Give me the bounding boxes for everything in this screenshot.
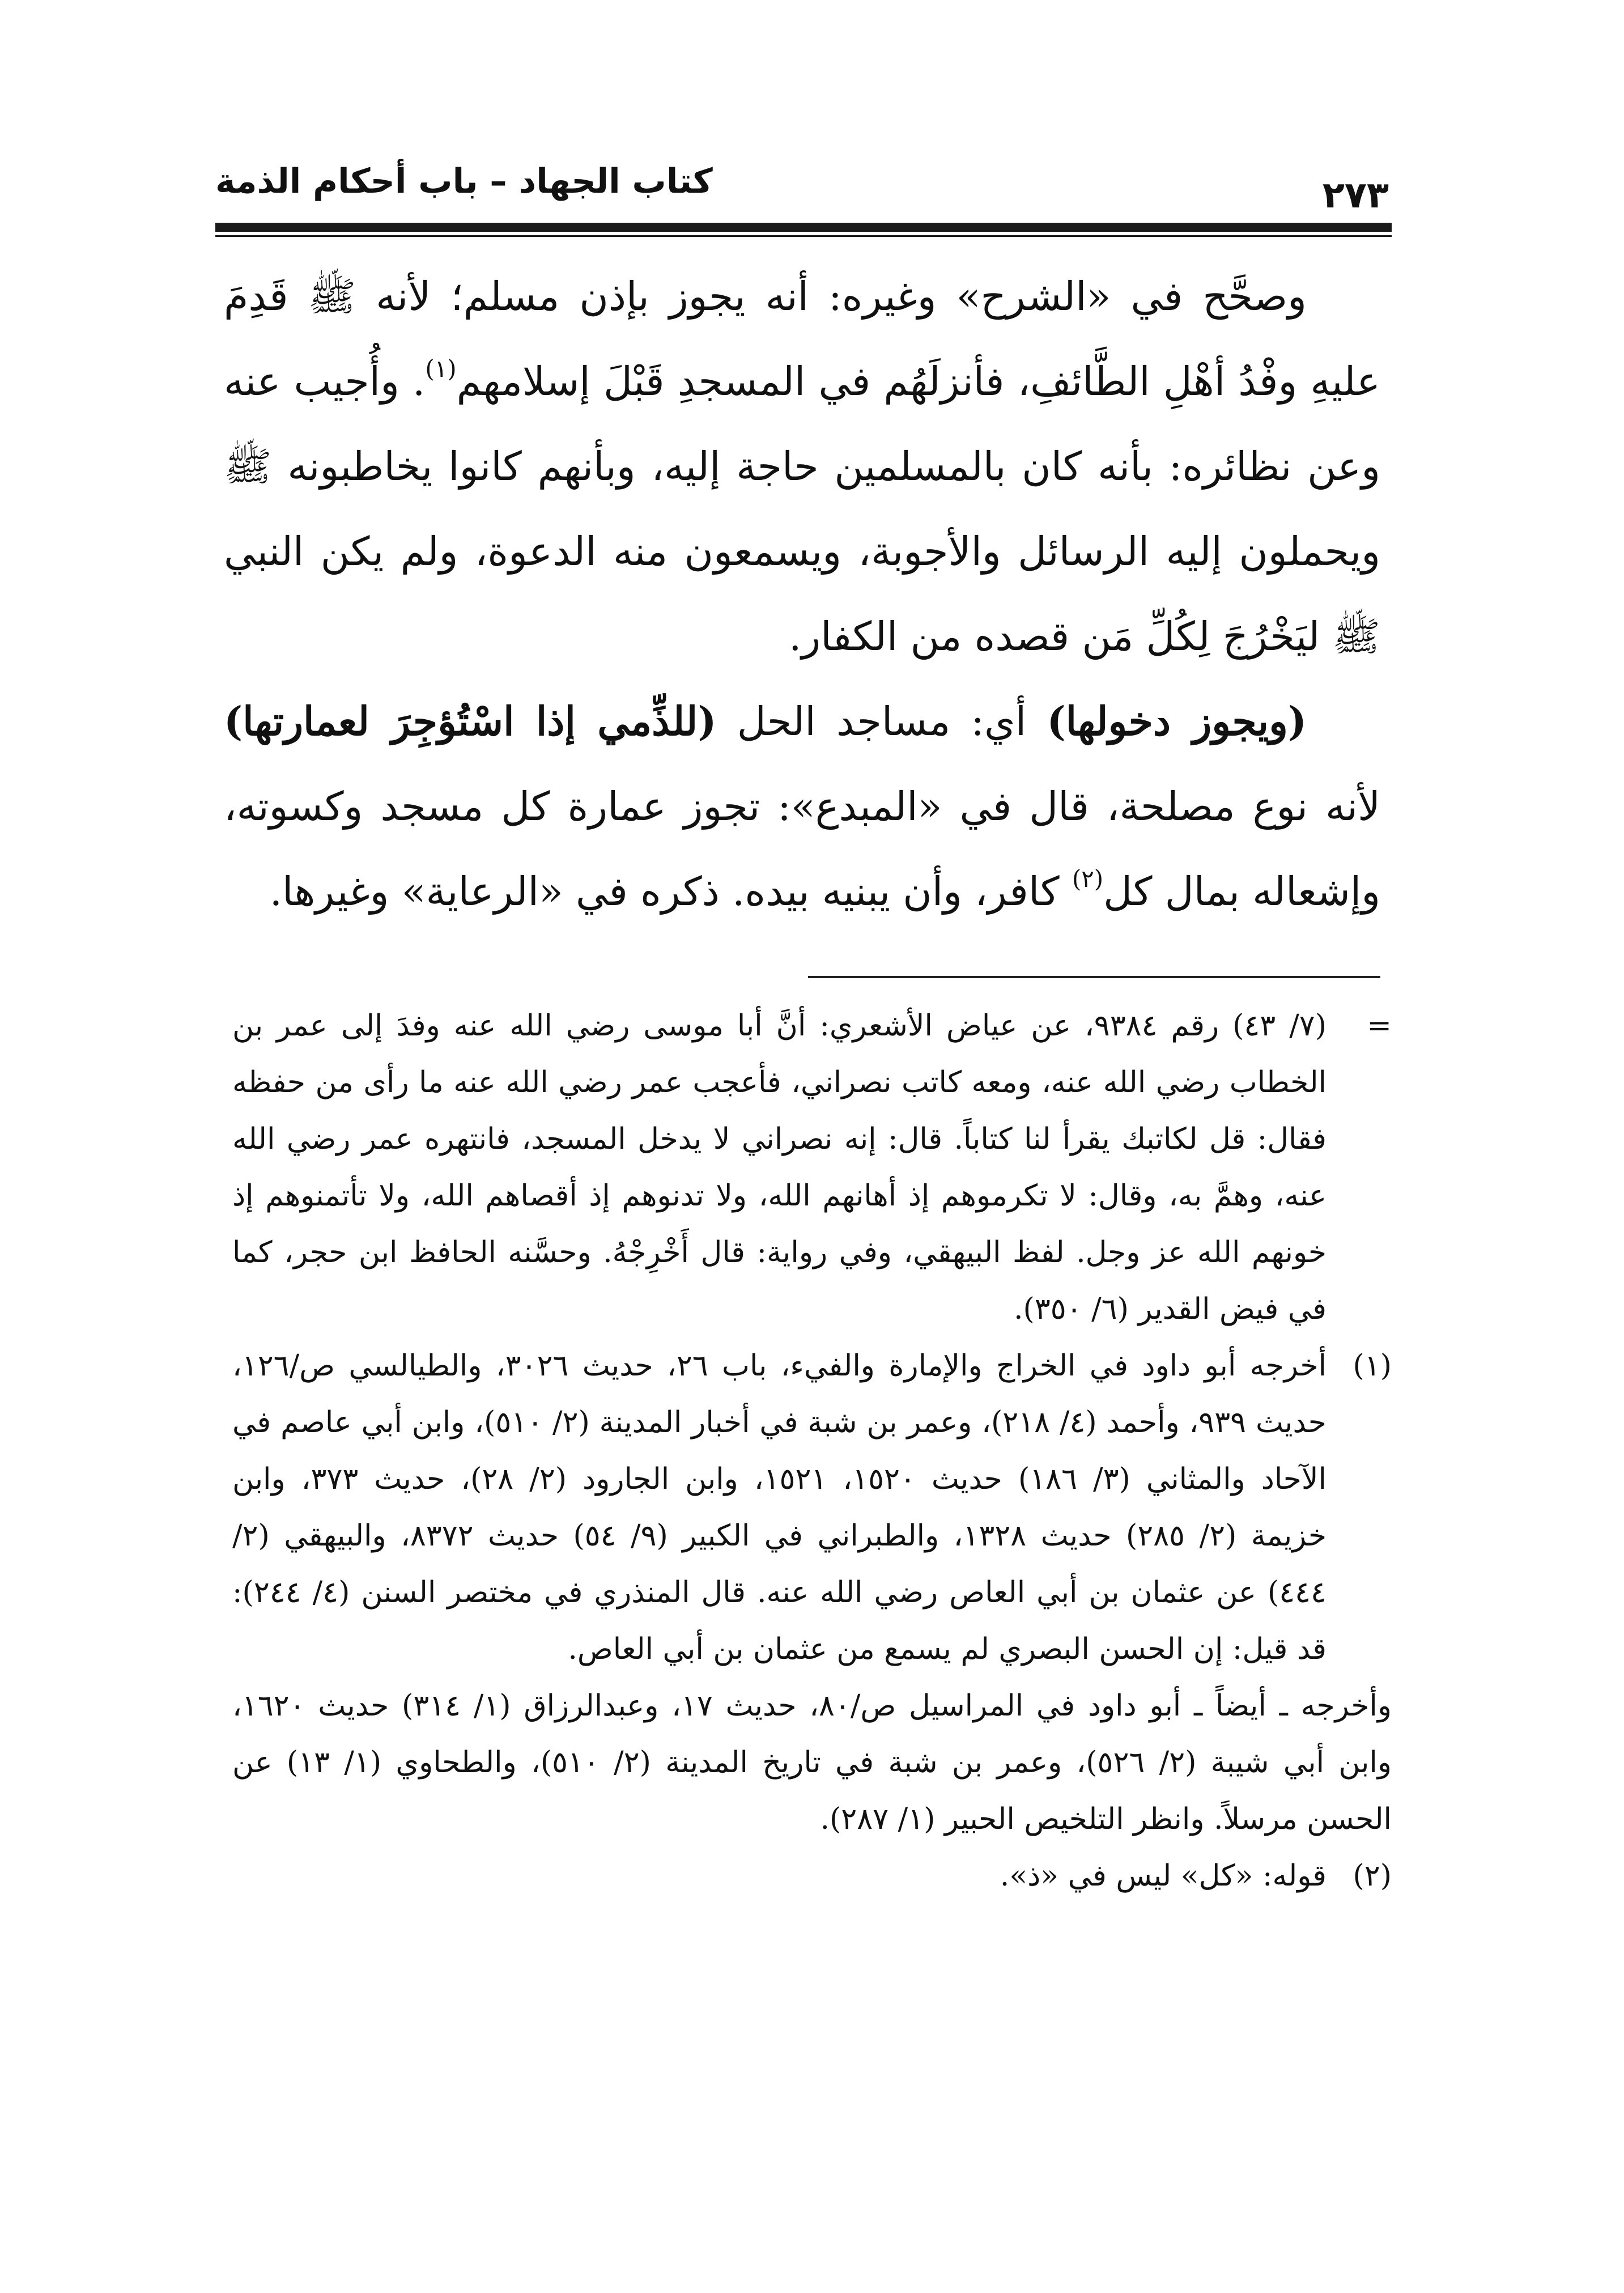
footnote-2-marker: (٢) bbox=[1353, 1859, 1392, 1893]
main-paragraph-2-end: كافر، وأن يبنيه بيده. ذكره في «الرعاية» وغيرها. bbox=[269, 868, 1072, 915]
footnotes bbox=[232, 997, 1392, 1904]
matn-phrase-2: (للذِّمي إذا اسْتُؤجِرَ لعمارتها) bbox=[224, 698, 717, 745]
footnote-continued-marker: = bbox=[1367, 1009, 1392, 1043]
footnote-1-continued bbox=[232, 1678, 1392, 1848]
footnote-2 bbox=[232, 1848, 1392, 1904]
running-title: كتاب الجهاد – باب أحكام الذمة bbox=[215, 162, 713, 201]
footnote-2-text: قوله: «كل» ليس في «ذ». bbox=[1000, 1859, 1327, 1893]
footnote-separator bbox=[808, 976, 1380, 978]
main-text bbox=[224, 254, 1380, 934]
footnote-ref-1: (١) bbox=[425, 355, 457, 383]
footnote-1-marker: (١) bbox=[1353, 1349, 1392, 1383]
footnote-1 bbox=[232, 1337, 1392, 1678]
header-rule-thin bbox=[215, 235, 1392, 237]
page-header bbox=[215, 139, 1392, 235]
footnote-1-text: أخرجه أبو داود في الخراج والإمارة والفيء، باب ٢٦، حديث ٣٠٢٦، والطيالسي ص/١٢٦، حديث ٩٣٩، وأحمد (٤/ ٢١٨)، وعمر بن شبة في أخبار المدينة (٢/ ٥١٠)، وابن أبي عاصم في الآحاد والمثاني (٣/ ١٨٦) حديث ١٥٢٠، ١٥٢١، وابن الجارود (٢/ ٢٨)، حديث ٣٧٣، وابن خزيمة (٢/ ٢٨٥) حديث ١٣٢٨، والطبراني في الكبير (٩/ ٥٤) حديث ٨٣٧٢، والبيهقي (٢/ ٤٤٤) عن عثمان بن أبي العاص رضي الله عنه. قال المنذري في مختصر السنن (٤/ ٢٤٤): قد قيل: إن الحسن البصري لم يسمع من عثمان بن أبي العاص. bbox=[232, 1349, 1327, 1666]
main-paragraph-1 bbox=[224, 254, 1380, 679]
footnote-continued-text: (٧/ ٤٣) رقم ٩٣٨٤، عن عياض الأشعري: أنَّ أبا موسى رضي الله عنه وفدَ إلى عمر بن الخطاب رضي الله عنه، ومعه كاتب نصراني، فأعجب عمر رضي الله عنه ما رأى من حفظه فقال: قل لكاتبك يقرأ لنا كتاباً. قال: إنه نصراني لا يدخل المسجد، فانتهره عمر رضي الله عنه، وهمَّ به، وقال: لا تكرموهم إذ أهانهم الله، ولا تدنوهم إذ أقصاهم الله، ولا تأتمنوهم إذ خونهم الله عز وجل. لفظ البيهقي، وفي رواية: قال أَخْرِجْهُ. وحسَّنه الحافظ ابن حجر، كما في فيض القدير (٦/ ٣٥٠). bbox=[232, 1009, 1327, 1326]
header-rule bbox=[215, 223, 1392, 232]
main-paragraph-1-end: . وأُجيب عنه وعن نظائره: بأنه كان بالمسلمين حاجة إليه، وبأنهم كانوا يخاطبونه ﷺ ويحملون إليه الرسائل والأجوبة، ويسمعون منه الدعوة، ولم يكن النبي ﷺ ليَخْرُجَ لِكُلِّ مَن قصده من الكفار. bbox=[224, 358, 1380, 660]
main-paragraph-2-text: لأنه نوع مصلحة، قال في «المبدع»: تجوز عمارة كل مسجد وكسوته، وإشعاله بمال كل bbox=[224, 783, 1380, 915]
page-number: ٢٧٣ bbox=[1322, 175, 1389, 216]
matn-phrase-1: (ويجوز دخولها) bbox=[1047, 698, 1307, 745]
footnote-continued bbox=[232, 997, 1392, 1337]
main-paragraph-1-text: وصحَّح في «الشرح» وغيره: أنه يجوز بإذن مسلم؛ لأنه ﷺ قَدِمَ عليهِ وفْدُ أهْلِ الطَّائفِ، فأنزلَهُم في المسجدِ قَبْلَ إسلامهم bbox=[224, 273, 1380, 405]
footnote-ref-2: (٢) bbox=[1072, 865, 1104, 893]
footnote-1-text-2: وأخرجه ـ أيضاً ـ أبو داود في المراسيل ص/٨٠، حديث ١٧، وعبدالرزاق (١/ ٣١٤) حديث ١٦٢٠، وابن أبي شيبة (٢/ ٥٢٦)، وعمر بن شبة في تاريخ المدينة (٢/ ٥١٠)، والطحاوي (١/ ١٣) عن الحسن مرسلاً. وانظر التلخيص الحبير (١/ ٢٨٧). bbox=[232, 1689, 1392, 1836]
main-paragraph-2 bbox=[224, 679, 1380, 934]
sharh-phrase-1: أي: مساجد الحل bbox=[716, 698, 1047, 745]
